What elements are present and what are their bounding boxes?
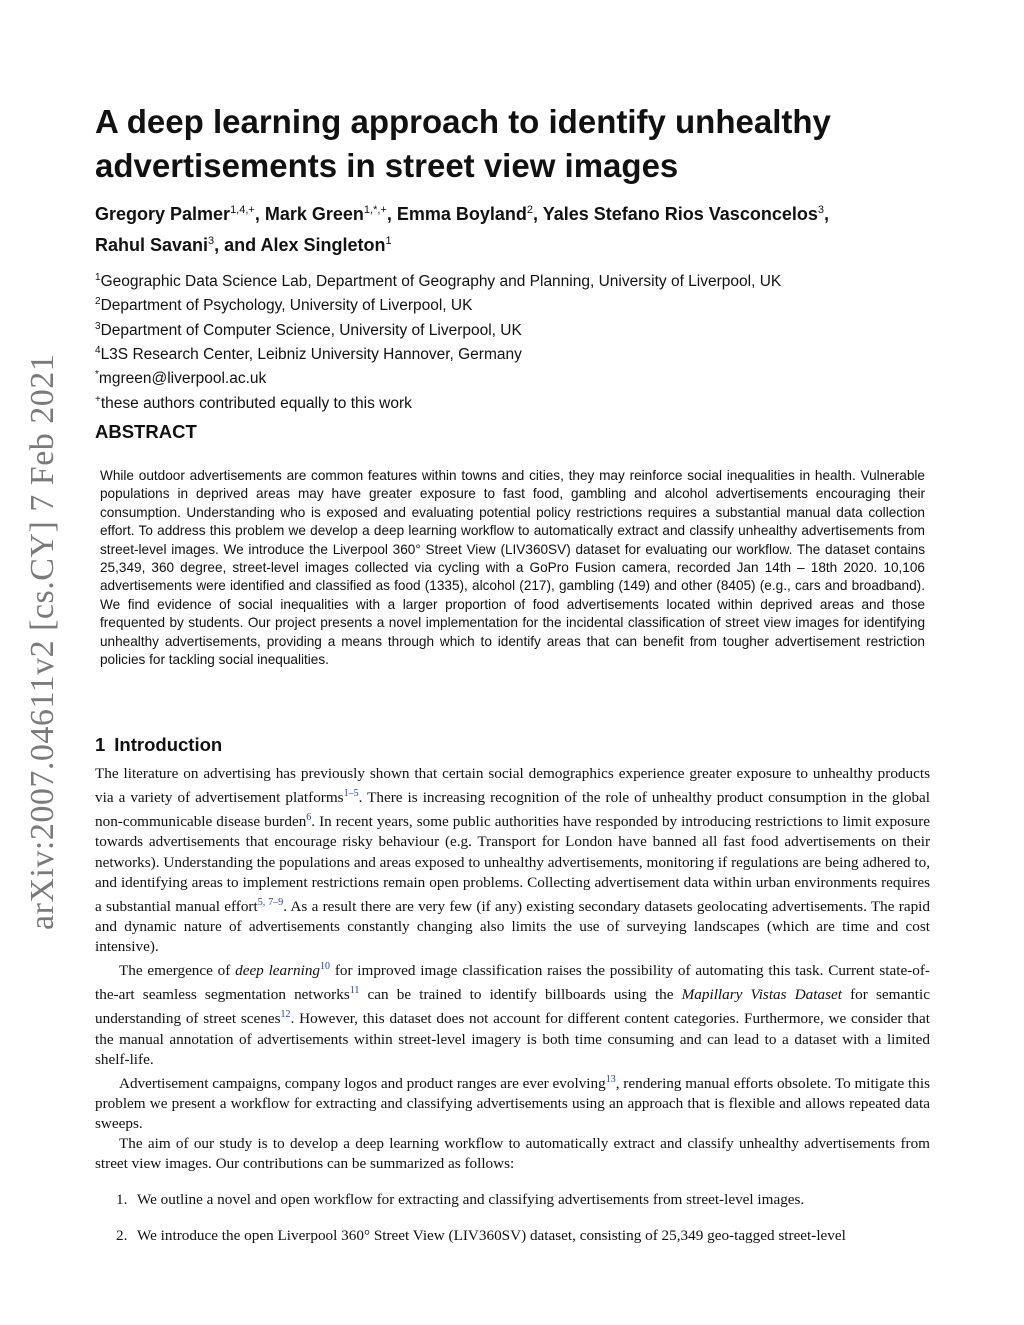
text-run: . However, this dataset does not account for different content categories. Furthermore, we consider that the manual annotation of advertisements within street-level imagery is both time consuming and can lead to a dataset with a limited shelf-life. xyxy=(95,1010,930,1068)
contribution-text: We outline a novel and open workflow for extracting and classifying advertisements from street-level images. xyxy=(137,1191,805,1209)
affiliation-text: these authors contributed equally to this work xyxy=(100,394,412,412)
contribution-item xyxy=(95,1190,930,1210)
citation-reference: 10 xyxy=(320,961,331,973)
citation-reference: 12 xyxy=(280,1009,291,1021)
affiliation-mark: * xyxy=(95,369,99,381)
citation-reference: 1–5 xyxy=(343,788,359,800)
text-run: The literature on advertising has previously shown that certain social demographics experience greater exposure to unhealthy products via a variety of advertisement platforms xyxy=(95,765,930,807)
contribution-number: 1. xyxy=(116,1191,128,1209)
contribution-number: 2. xyxy=(116,1227,128,1245)
author-separator: , and xyxy=(214,235,261,255)
affiliation-text: mgreen@liverpool.ac.uk xyxy=(98,370,267,388)
affiliation-item xyxy=(95,341,955,365)
contribution-text: We introduce the open Liverpool 360° Street View (LIV360SV) dataset, consisting of 25,349 geo-tagged street-level xyxy=(137,1227,846,1245)
affiliation-item xyxy=(95,390,955,414)
section-number: 1 xyxy=(95,734,106,755)
paper-title: A deep learning approach to identify unhealthy advertisements in street view images xyxy=(95,103,831,184)
affiliation-text: Department of Psychology, University of Liverpool, UK xyxy=(100,297,473,315)
author-separator: , xyxy=(823,204,829,224)
author-name: Alex Singleton xyxy=(260,235,386,255)
author-name: Yales Stefano Rios Vasconcelos xyxy=(542,204,818,224)
body-paragraph xyxy=(95,957,930,1070)
affiliation-list xyxy=(95,268,955,414)
text-run: for improved image classification raises the possibility of automating this task. Current state-of-the-art seamless segmentation networks xyxy=(95,962,930,1004)
author-name: Gregory Palmer xyxy=(95,204,231,224)
citation-reference: 13 xyxy=(605,1073,616,1085)
text-run: , rendering manual efforts obsolete. To mitigate this problem we present a workflow for extracting and classifying advertisements using an approach that is flexible and allows repeated data sweeps. xyxy=(95,1074,930,1132)
author-affiliation-mark: 1,4,+ xyxy=(230,204,255,216)
emphasized-term: deep learning xyxy=(235,962,321,980)
body-paragraph xyxy=(95,1134,930,1174)
affiliation-text: L3S Research Center, Leibniz University Hannover, Germany xyxy=(100,346,522,364)
author-affiliation-mark: 1,*,+ xyxy=(363,204,387,216)
author-affiliation-mark: 2 xyxy=(526,204,534,216)
section-heading-introduction xyxy=(95,734,222,756)
affiliation-item xyxy=(95,292,955,316)
abstract-heading: ABSTRACT xyxy=(95,421,197,442)
author-name: Emma Boyland xyxy=(396,204,527,224)
contribution-list xyxy=(95,1190,930,1246)
abstract-text: While outdoor advertisements are common features within towns and cities, they may reinforce social inequalities in health. Vulnerable populations in deprived areas may have greater exposure to fast food, gambling and alcohol advertisements encouraging their consumption. Understanding who is exposed and evaluating potential policy restrictions requires a substantial manual data collection effort. To address this problem we develop a deep learning workflow to automatically extract and classify unhealthy advertisements from street-level images. We introduce the Liverpool 360° Street View (LIV360SV) dataset for evaluating our workflow. The dataset contains 25,349, 360 degree, street-level images collected via cycling with a GoPro Fusion camera, recorded Jan 14th – 18th 2020. 10,106 advertisements were identified and classified as food (1335), alcohol (217), gambling (149) and other (8405) (e.g., cars and broadband). We find evidence of social inequalities with a larger proportion of food advertisements located within deprived areas and those frequented by students. Our project presents a novel implementation for the incidental classification of street view images for identifying unhealthy advertisements, providing a means through which to identify areas that can benefit from tougher advertisement restriction policies for tackling social inequalities. xyxy=(100,468,925,668)
affiliation-text: Geographic Data Science Lab, Department of Geography and Planning, University of Liverpool, UK xyxy=(100,273,782,291)
author-name: Mark Green xyxy=(264,204,364,224)
affiliation-text: Department of Computer Science, University of Liverpool, UK xyxy=(100,321,522,339)
text-run: The aim of our study is to develop a deep learning workflow to automatically extract and classify unhealthy advertisements from street view images. Our contributions can be summarized as follows: xyxy=(95,1135,930,1173)
affiliation-mark: 2 xyxy=(95,296,101,308)
affiliation-mark: 1 xyxy=(95,272,101,283)
citation-reference: 11 xyxy=(349,985,360,997)
author-separator: , xyxy=(254,204,265,224)
text-run: for semantic understanding of street scenes xyxy=(95,986,930,1028)
citation-reference: 5, 7–9 xyxy=(257,896,284,908)
citation-reference: 6 xyxy=(306,812,312,824)
author-name: Rahul Savani xyxy=(95,235,209,255)
text-run: . In recent years, some public authorities have responded by introducing restrictions to limit exposure towards advertisements that encourage risky behaviour (e.g. Transport for London have banned all fast food advertisements on their networks). Understanding the populations and areas exposed to unhealthy advertisements, monitoring if regulations are being adhered to, and identifying areas to implement restrictions remain open problems. Collecting advertisement data within urban environments requires a substantial manual effort xyxy=(95,813,930,915)
body-paragraph xyxy=(95,764,930,957)
introduction-body xyxy=(95,764,930,1262)
text-run: can be trained to identify billboards using the xyxy=(359,986,682,1004)
author-list xyxy=(95,197,945,259)
section-title: Introduction xyxy=(114,734,223,755)
author-affiliation-mark: 3 xyxy=(817,204,824,216)
text-run: Advertisement campaigns, company logos and product ranges are ever evolving xyxy=(119,1074,606,1092)
author-affiliation-mark: 1 xyxy=(385,235,392,247)
affiliation-item xyxy=(95,268,955,292)
arxiv-identifier-stamp: arXiv:2007.04611v2 [cs.CY] 7 Feb 2021 xyxy=(24,353,61,930)
affiliation-mark: + xyxy=(95,393,101,405)
contribution-item xyxy=(95,1226,930,1246)
body-paragraph xyxy=(95,1070,930,1134)
affiliation-item xyxy=(95,365,955,389)
text-run: The emergence of xyxy=(119,962,236,980)
affiliation-item xyxy=(95,317,955,341)
affiliation-mark: 3 xyxy=(95,320,101,332)
text-run: . As a result there are very few (if any) existing secondary datasets geolocating advertisements. The rapid and dynamic nature of advertisements constantly changing also limits the use of surveying landscapes (which are time and cost intensive). xyxy=(95,897,930,955)
text-run: . There is increasing recognition of the role of unhealthy product consumption in the global non-communicable disease burden xyxy=(95,789,930,831)
author-separator: , xyxy=(386,204,397,224)
paragraph-container xyxy=(95,764,930,1174)
affiliation-mark: 4 xyxy=(95,345,101,357)
author-affiliation-mark: 3 xyxy=(208,235,215,247)
emphasized-term: Mapillary Vistas Dataset xyxy=(681,986,842,1004)
author-separator: , xyxy=(533,204,543,224)
